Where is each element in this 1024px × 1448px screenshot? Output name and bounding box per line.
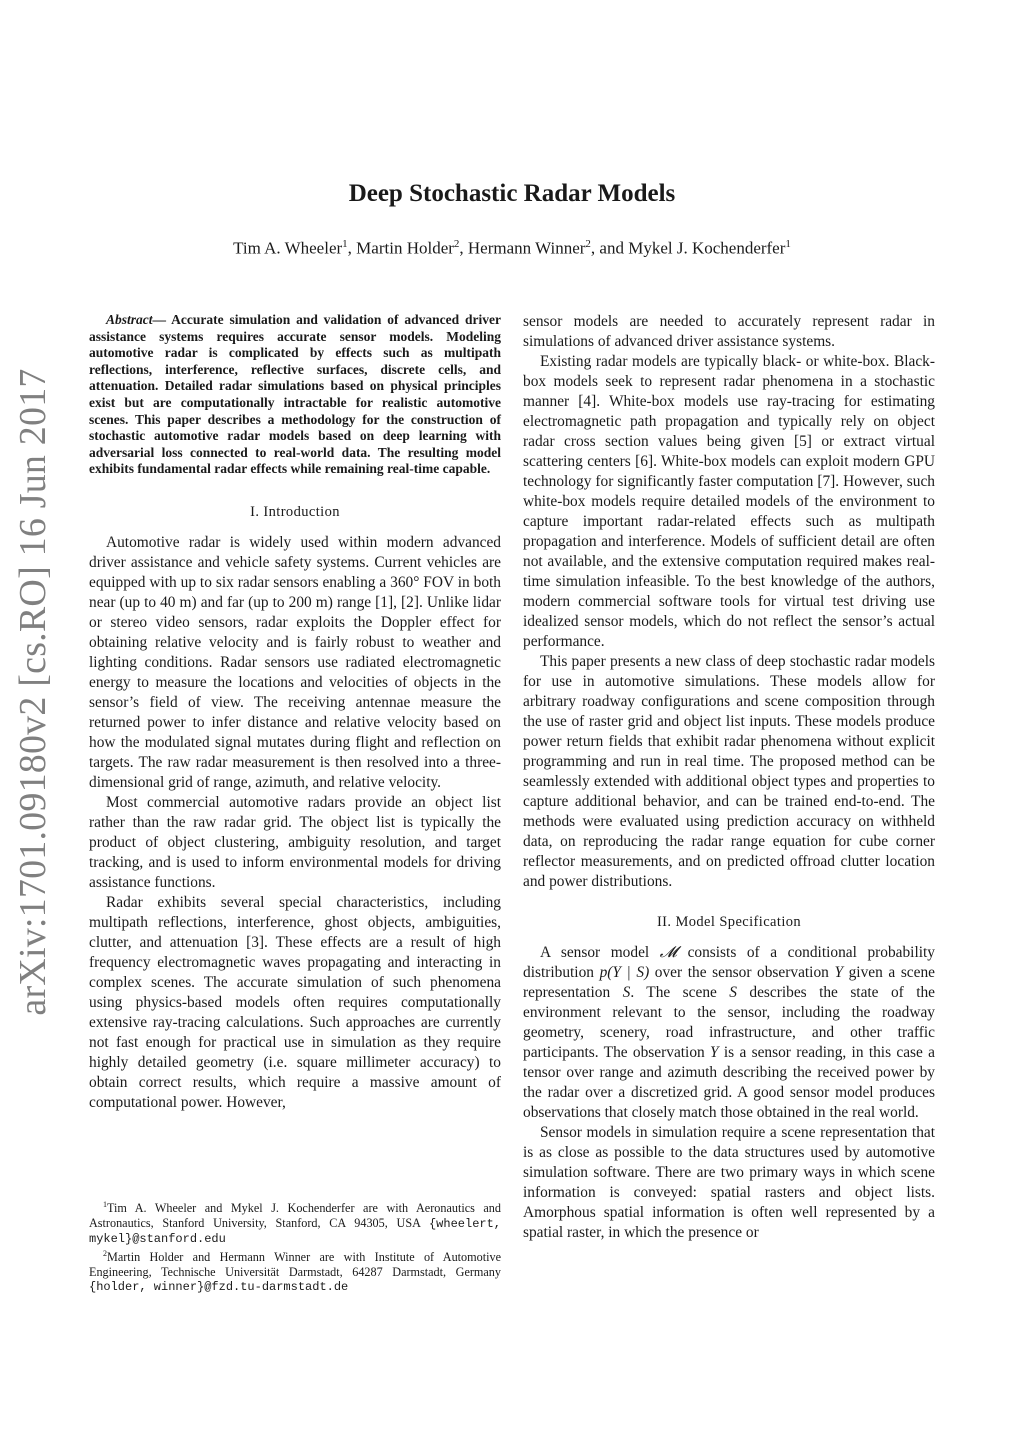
section-heading-model-specification: II. Model Specification <box>656 914 802 930</box>
author-list <box>0 238 1024 259</box>
text-run: over the sensor observation <box>649 964 835 981</box>
paragraph: Automotive radar is widely used within modern advanced driver assistance and vehicle safety systems. Current vehicles are equipped with up to six radar sensors enabling a 360° FOV in both near (up to 40 m) and far (up to 200 m) range [1], [2]. Unlike lidar or stereo video sensors, radar exploits the Doppler effect for obtaining relative velocity and is fairly robust to weather and lighting conditions. Radar sensors use radiated electromagnetic energy to measure the locations and velocities of objects in the sensor’s field of view. The receiving antennae measure the returned power to infer distance and relative velocity based on how the modulated signal mutates during flight and reflection on targets. The raw radar measurement is then resolved into a three-dimensional grid of range, azimuth, and relative velocity. <box>89 533 501 791</box>
footnotes <box>89 1198 501 1295</box>
paragraph-continuation: sensor models are needed to accurately represent radar in simulations of advanced driver assistance systems. <box>523 313 935 350</box>
abstract-text: — Accurate simulation and validation of advanced driver assistance systems requires accurate sensor models. Modeling automotive radar is complicated by effects such as multipath reflections, interference, reflective surfaces, discrete cells, and attenuation. Detailed radar simulations based on physical principles exist but are computationally intractable for realistic automotive scenes. This paper describes a methodology for the construction of stochastic automotive radar models based on deep learning with adversarial loss connected to real-world data. The resulting model exhibits fundamental radar effects while remaining real-time capable. <box>89 312 501 477</box>
author: Tim A. Wheeler <box>233 238 343 258</box>
footnote-mark: 1 <box>103 1200 107 1209</box>
text-run: given a scene representation <box>523 964 935 1001</box>
text-run: describes the state of the environment relevant to the sensor, including the roadway geometry, scenery, road infrastructure, and other traffic participants. The observation <box>523 984 935 1061</box>
paragraph <box>523 943 935 1123</box>
section-heading-introduction: I. Introduction <box>250 503 340 520</box>
footnote-text: Tim A. Wheeler and Mykel J. Kochenderfer are with Aeronautics and Astronautics, Stanford University, Stanford, CA 94305, USA <box>89 1201 501 1230</box>
math-symbol: S <box>729 984 737 1001</box>
affiliation-mark: 2 <box>453 238 460 250</box>
math-symbol: 𝓜 <box>659 944 677 961</box>
affiliation-mark: 1 <box>785 238 791 250</box>
left-column <box>89 312 501 1113</box>
math-symbol: p(Y | S) <box>599 964 650 981</box>
math-symbol: Y <box>834 964 844 981</box>
text-run: is a sensor reading, in this case a tensor over range and azimuth describing the received power by the radar over a discretized grid. A good sensor model produces observations that closely match those obtained in the real world. <box>523 1044 935 1121</box>
author: , Hermann Winner <box>459 238 586 258</box>
affiliation-mark: 2 <box>585 238 591 250</box>
abstract <box>89 312 501 478</box>
paragraph: Sensor models in simulation require a scene representation that is as close as possible to the data structures used by automotive simulation software. There are two primary ways in which scene information is conveyed: spatial rasters and object lists. Amorphous spatial information is often well represented by a spatial raster, in which the presence or <box>523 1124 935 1241</box>
paper-title: Deep Stochastic Radar Models <box>348 180 676 207</box>
author: , Martin Holder <box>347 238 454 258</box>
math-symbol: Y <box>710 1044 719 1061</box>
math-symbol: S <box>622 984 631 1001</box>
abstract-label: Abstract <box>106 312 153 327</box>
footnote-text: Martin Holder and Hermann Winner are with Institute of Automotive Engineering, Technische Universität Darmstadt, 64287 Darmstadt, Germany <box>89 1249 501 1279</box>
footnote-email: {wheelert, mykel}@stanford.edu <box>89 1216 501 1247</box>
right-column <box>523 312 935 1243</box>
paragraph: This paper presents a new class of deep stochastic radar models for use in automotive simulations. These models allow for arbitrary roadway configurations and scene composition through the use of raster grid and object list inputs. These models produce power return fields that exhibit radar phenomena without explicit programming and run in real time. The proposed method can be seamlessly extended with additional object types and properties to capture additional behavior, and can be trained end-to-end. The methods were evaluated using prediction accuracy on withheld data, on reproducing the radar range equation for cube corner reflector measurements, and on predicted offroad clutter location and power distributions. <box>523 653 935 890</box>
footnote <box>89 1198 501 1247</box>
text-run: consists of a conditional probability distribution <box>523 944 935 981</box>
paragraph: Existing radar models are typically black- or white-box. Black-box models seek to represent radar phenomena in a stochastic manner [4]. White-box models use ray-tracing for estimating electromagnetic path propagation and typically rely on object radar cross section values being given [5] or extract virtual scattering centers [6]. White-box models can exploit modern GPU technology for significantly faster computation [7]. However, such white-box models require detailed models of the environment to capture important radar-related effects such as multipath propagation and interference. Models of sufficient detail are often not available, and the extensive computation required makes real-time simulation infeasible. To the best knowledge of the authors, modern commercial software tools for virtual test driving use idealized sensor models, which do not reflect the sensor’s actual performance. <box>523 353 935 650</box>
author: , and Mykel J. Kochenderfer <box>590 238 786 258</box>
footnote-mark: 2 <box>103 1248 107 1258</box>
footnote <box>89 1247 501 1295</box>
arxiv-stamp-text: arXiv:1701.09180v2 [cs.RO] 16 Jun 2017 <box>12 367 54 1016</box>
paragraph: Most commercial automotive radars provide an object list rather than the raw radar grid. The object list is typically the product of object clustering, ambiguity resolution, and target tracking, and is used to inform environmental models for driving assistance functions. <box>89 793 501 891</box>
footnote-email: {holder, winner}@fzd.tu-darmstadt.de <box>89 1280 349 1295</box>
paragraph: Radar exhibits several special characteristics, including multipath reflections, interference, ghost objects, ambiguities, clutter, and attenuation [3]. These effects are a result of high frequency electromagnetic waves propagating and interacting in complex scenes. The accurate simulation of such phenomena using physics-based models often requires computationally extensive ray-tracing calculations. Such approaches are currently not fast enough for practical use in simulation as they require highly detailed geometry (i.e. square millimeter accuracy) to obtain correct results, which require a massive amount of computational power. However, <box>89 893 501 1111</box>
text-run: A sensor model <box>540 944 660 961</box>
text-run: . The scene <box>630 984 730 1001</box>
arxiv-stamp <box>3 367 63 1016</box>
affiliation-mark: 1 <box>342 238 348 250</box>
